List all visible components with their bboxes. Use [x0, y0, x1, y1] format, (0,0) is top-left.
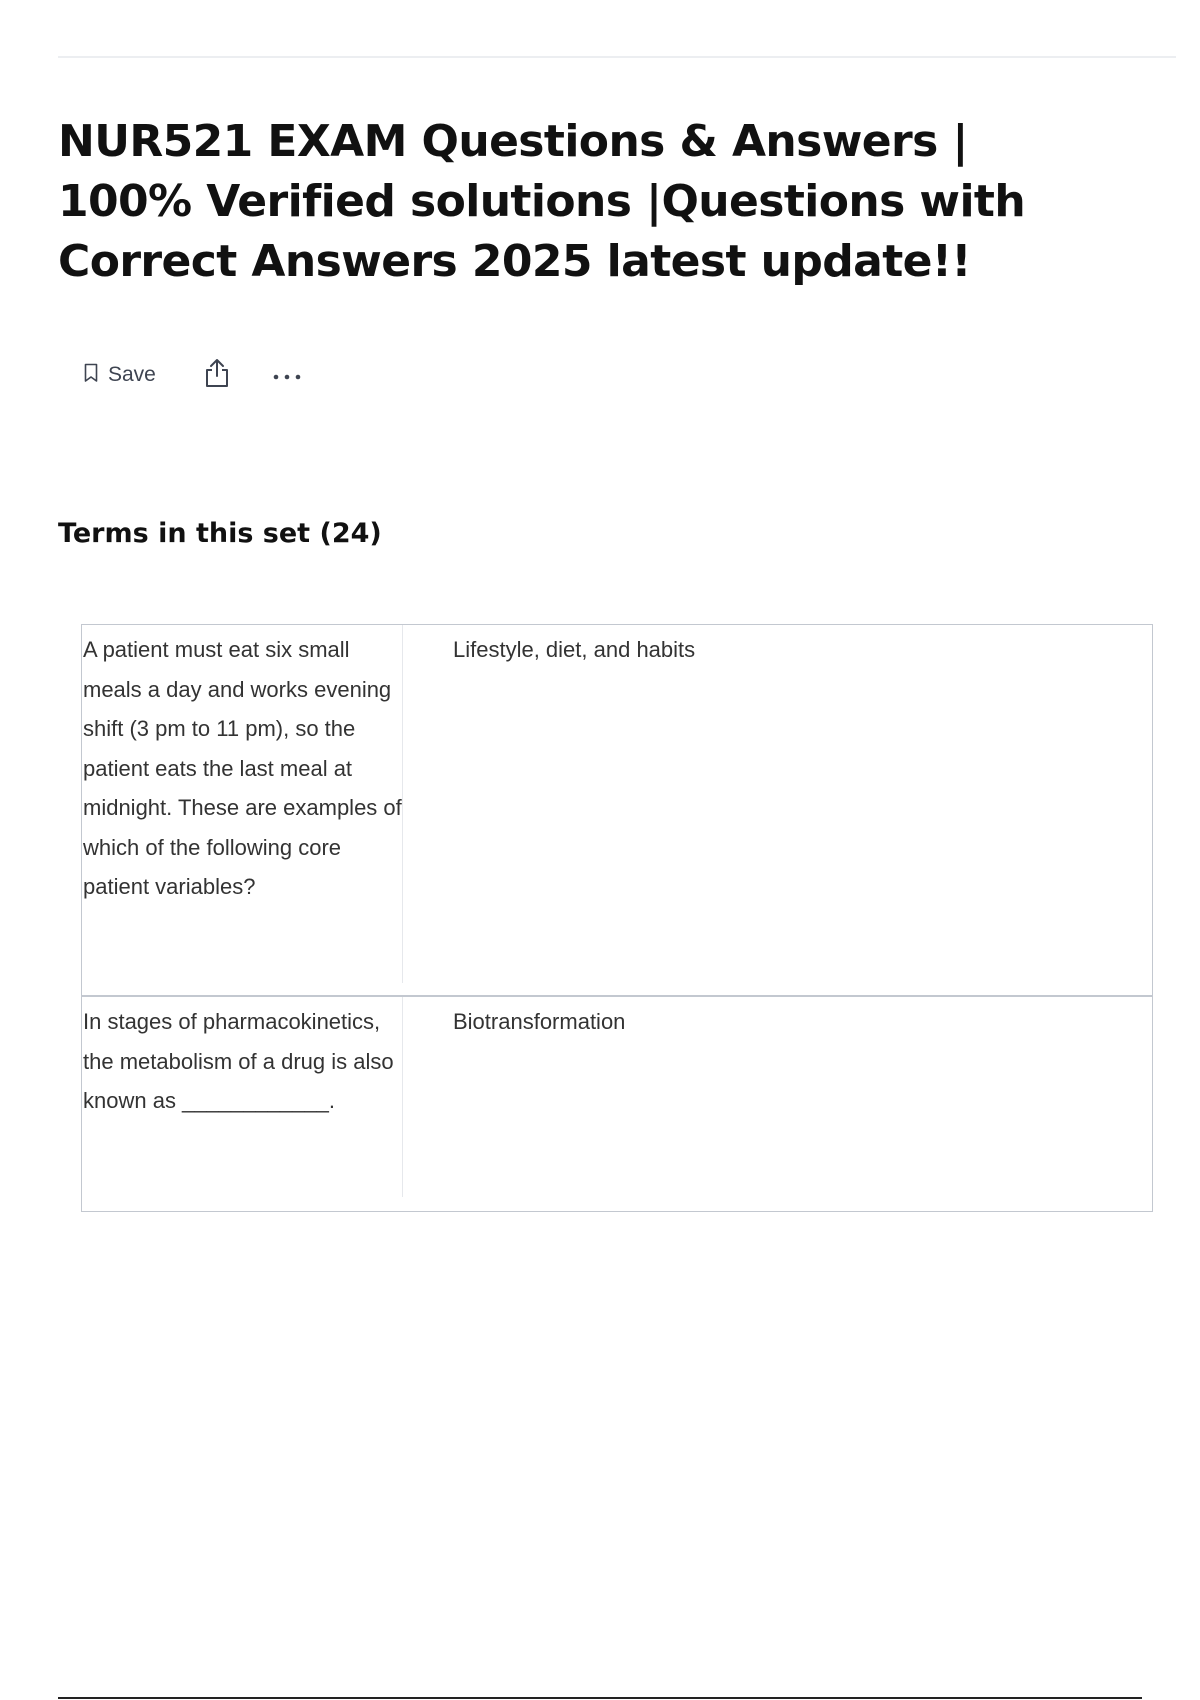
- bottom-divider: [58, 1697, 1142, 1699]
- save-button[interactable]: [84, 363, 156, 387]
- terms-heading: Terms in this set (24): [58, 518, 382, 549]
- terms-table: [81, 624, 1153, 1212]
- save-label: Save: [108, 363, 156, 386]
- share-button[interactable]: [204, 358, 230, 392]
- page-title: NUR521 EXAM Questions & Answers | 100% Verified solutions |Questions with Correct Answers 2025 latest update!!: [58, 116, 1026, 287]
- term-card[interactable]: [82, 997, 1152, 1211]
- term-answer: Lifestyle, diet, and habits: [453, 637, 696, 662]
- bookmark-icon: [84, 363, 98, 387]
- term-answer: Biotransformation: [453, 1009, 626, 1034]
- term-card[interactable]: [82, 625, 1152, 997]
- share-icon: [204, 358, 230, 392]
- more-icon: [272, 366, 302, 385]
- more-options-button[interactable]: [272, 366, 302, 385]
- term-question: A patient must eat six small meals a day and works evening shift (3 pm to 11 pm), so the patient eats the last meal at midnight. These are examples of which of the following core patient variables?: [82, 625, 403, 983]
- top-divider: [58, 56, 1176, 58]
- term-question: In stages of pharmacokinetics, the metabolism of a drug is also known as ____________.: [82, 997, 403, 1197]
- action-bar: [84, 358, 302, 392]
